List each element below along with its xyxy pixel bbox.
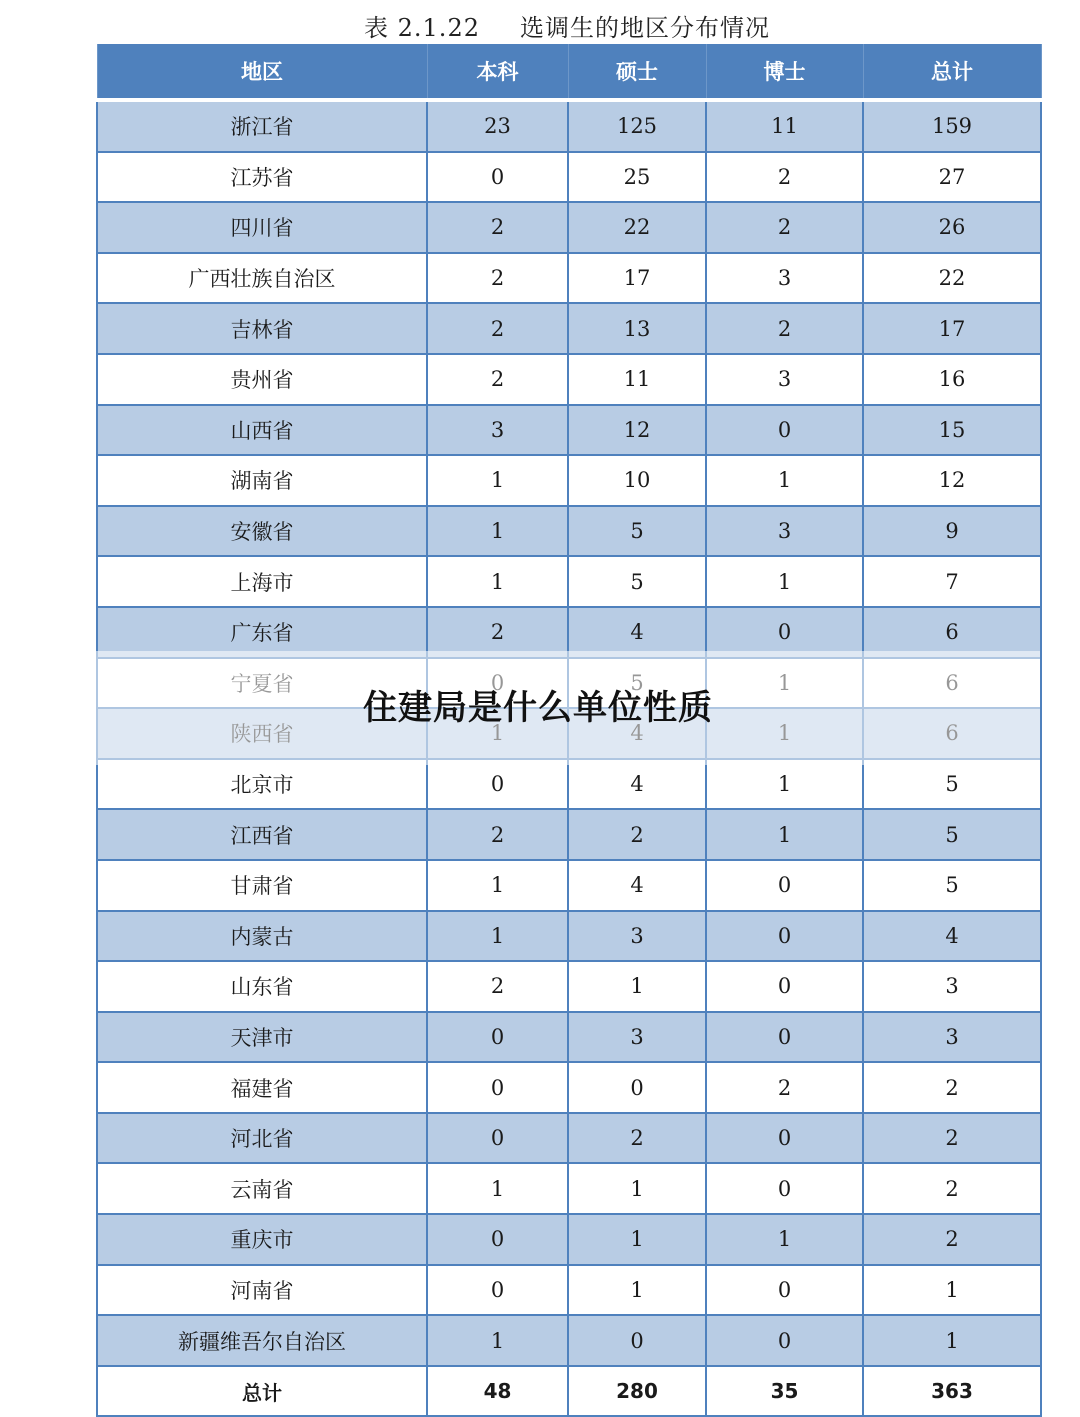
cell-doctor: 3 <box>706 253 863 304</box>
cell-doctor: 0 <box>706 607 863 658</box>
cell-region: 广东省 <box>97 607 427 658</box>
cell-master: 125 <box>568 100 706 152</box>
table-row <box>97 809 1041 860</box>
cell-master: 1 <box>568 1265 706 1316</box>
cell-doctor: 1 <box>706 759 863 810</box>
cell-bachelor: 3 <box>427 405 568 456</box>
cell-bachelor: 1 <box>427 1163 568 1214</box>
cell-master: 3 <box>568 1012 706 1063</box>
table-row <box>97 1012 1041 1063</box>
overlay-title-text: 住建局是什么单位性质 <box>363 688 713 728</box>
cell-region: 重庆市 <box>97 1214 427 1265</box>
cell-bachelor: 1 <box>427 911 568 962</box>
cell-doctor: 0 <box>706 1113 863 1164</box>
cell-total: 9 <box>863 506 1041 557</box>
table-row <box>97 860 1041 911</box>
cell-region: 北京市 <box>97 759 427 810</box>
cell-total: 2 <box>863 1163 1041 1214</box>
cell-region: 新疆维吾尔自治区 <box>97 1315 427 1366</box>
cell-total: 3 <box>863 961 1041 1012</box>
cell-total: 16 <box>863 354 1041 405</box>
table-row <box>97 556 1041 607</box>
cell-doctor: 3 <box>706 506 863 557</box>
cell-bachelor: 2 <box>427 961 568 1012</box>
cell-region: 河北省 <box>97 1113 427 1164</box>
cell-bachelor: 0 <box>427 1113 568 1164</box>
table-row <box>97 1062 1041 1113</box>
cell-total: 27 <box>863 152 1041 203</box>
table-number: 表 2.1.22 <box>364 14 480 42</box>
header-total: 总计 <box>863 44 1041 100</box>
cell-total: 5 <box>863 759 1041 810</box>
cell-region: 内蒙古 <box>97 911 427 962</box>
cell-total: 22 <box>863 253 1041 304</box>
cell-bachelor: 1 <box>427 455 568 506</box>
cell-master: 5 <box>568 506 706 557</box>
cell-doctor: 2 <box>706 152 863 203</box>
cell-bachelor: 2 <box>427 202 568 253</box>
cell-region: 河南省 <box>97 1265 427 1316</box>
cell-region: 甘肃省 <box>97 860 427 911</box>
cell-bachelor: 1 <box>427 860 568 911</box>
cell-region: 江西省 <box>97 809 427 860</box>
cell-region: 山西省 <box>97 405 427 456</box>
cell-total: 17 <box>863 303 1041 354</box>
cell-master: 1 <box>568 961 706 1012</box>
header-master: 硕士 <box>568 44 706 100</box>
table-row <box>97 1163 1041 1214</box>
cell-master: 4 <box>568 607 706 658</box>
cell-bachelor: 0 <box>427 1214 568 1265</box>
cell-bachelor: 0 <box>427 152 568 203</box>
table-row <box>97 1113 1041 1164</box>
cell-master: 0 <box>568 1062 706 1113</box>
cell-master: 2 <box>568 809 706 860</box>
total-cell-bachelor: 48 <box>427 1366 568 1417</box>
cell-doctor: 0 <box>706 1012 863 1063</box>
cell-master: 0 <box>568 1315 706 1366</box>
table-row <box>97 303 1041 354</box>
cell-region: 福建省 <box>97 1062 427 1113</box>
header-bachelor: 本科 <box>427 44 568 100</box>
cell-master: 25 <box>568 152 706 203</box>
cell-region: 四川省 <box>97 202 427 253</box>
cell-region: 贵州省 <box>97 354 427 405</box>
cell-doctor: 0 <box>706 860 863 911</box>
cell-doctor: 2 <box>706 303 863 354</box>
cell-total: 2 <box>863 1062 1041 1113</box>
table-row <box>97 607 1041 658</box>
cell-region: 吉林省 <box>97 303 427 354</box>
cell-total: 1 <box>863 1265 1041 1316</box>
cell-total: 26 <box>863 202 1041 253</box>
cell-region: 云南省 <box>97 1163 427 1214</box>
cell-doctor: 1 <box>706 455 863 506</box>
table-row <box>97 911 1041 962</box>
cell-total: 2 <box>863 1113 1041 1164</box>
cell-doctor: 0 <box>706 1163 863 1214</box>
cell-bachelor: 0 <box>427 1265 568 1316</box>
cell-region: 安徽省 <box>97 506 427 557</box>
cell-doctor: 0 <box>706 911 863 962</box>
cell-bachelor: 2 <box>427 253 568 304</box>
total-cell-region: 总计 <box>97 1366 427 1417</box>
cell-master: 4 <box>568 860 706 911</box>
cell-total: 4 <box>863 911 1041 962</box>
header-doctor: 博士 <box>706 44 863 100</box>
cell-bachelor: 0 <box>427 1062 568 1113</box>
cell-doctor: 0 <box>706 961 863 1012</box>
cell-master: 2 <box>568 1113 706 1164</box>
cell-master: 17 <box>568 253 706 304</box>
cell-doctor: 3 <box>706 354 863 405</box>
cell-total: 5 <box>863 809 1041 860</box>
table-title: 选调生的地区分布情况 <box>519 14 770 42</box>
cell-region: 山东省 <box>97 961 427 1012</box>
cell-total: 3 <box>863 1012 1041 1063</box>
cell-master: 13 <box>568 303 706 354</box>
cell-master: 12 <box>568 405 706 456</box>
table-row <box>97 1265 1041 1316</box>
total-row <box>97 1366 1041 1417</box>
cell-total: 6 <box>863 607 1041 658</box>
cell-master: 5 <box>568 556 706 607</box>
table-row <box>97 759 1041 810</box>
cell-master: 4 <box>568 759 706 810</box>
cell-bachelor: 2 <box>427 303 568 354</box>
cell-doctor: 0 <box>706 405 863 456</box>
cell-bachelor: 2 <box>427 354 568 405</box>
cell-total: 5 <box>863 860 1041 911</box>
header-region: 地区 <box>97 44 427 100</box>
cell-region: 湖南省 <box>97 455 427 506</box>
cell-total: 1 <box>863 1315 1041 1366</box>
table-row <box>97 202 1041 253</box>
cell-doctor: 1 <box>706 809 863 860</box>
cell-region: 上海市 <box>97 556 427 607</box>
table-row <box>97 506 1041 557</box>
cell-bachelor: 23 <box>427 100 568 152</box>
cell-doctor: 1 <box>706 1214 863 1265</box>
cell-region: 广西壮族自治区 <box>97 253 427 304</box>
cell-total: 15 <box>863 405 1041 456</box>
table-row <box>97 455 1041 506</box>
cell-doctor: 2 <box>706 1062 863 1113</box>
table-row <box>97 100 1041 152</box>
cell-bachelor: 1 <box>427 556 568 607</box>
cell-bachelor: 2 <box>427 607 568 658</box>
table-row <box>97 253 1041 304</box>
cell-doctor: 11 <box>706 100 863 152</box>
total-cell-total: 363 <box>863 1366 1041 1417</box>
cell-master: 1 <box>568 1163 706 1214</box>
cell-total: 7 <box>863 556 1041 607</box>
cell-doctor: 2 <box>706 202 863 253</box>
table-row <box>97 961 1041 1012</box>
total-cell-master: 280 <box>568 1366 706 1417</box>
table-row <box>97 1214 1041 1265</box>
cell-master: 10 <box>568 455 706 506</box>
total-cell-doctor: 35 <box>706 1366 863 1417</box>
table-row <box>97 354 1041 405</box>
cell-doctor: 0 <box>706 1315 863 1366</box>
cell-bachelor: 1 <box>427 1315 568 1366</box>
cell-master: 3 <box>568 911 706 962</box>
header-row <box>97 44 1041 100</box>
cell-master: 22 <box>568 202 706 253</box>
cell-total: 159 <box>863 100 1041 152</box>
cell-region: 天津市 <box>97 1012 427 1063</box>
cell-master: 11 <box>568 354 706 405</box>
cell-doctor: 0 <box>706 1265 863 1316</box>
cell-bachelor: 2 <box>427 809 568 860</box>
table-caption <box>0 8 1080 43</box>
cell-region: 江苏省 <box>97 152 427 203</box>
cell-master: 1 <box>568 1214 706 1265</box>
cell-total: 2 <box>863 1214 1041 1265</box>
overlay-title <box>0 680 1080 729</box>
cell-total: 12 <box>863 455 1041 506</box>
cell-bachelor: 1 <box>427 506 568 557</box>
table-row <box>97 1315 1041 1366</box>
cell-region: 浙江省 <box>97 100 427 152</box>
cell-doctor: 1 <box>706 556 863 607</box>
table-row <box>97 405 1041 456</box>
cell-bachelor: 0 <box>427 759 568 810</box>
table-row <box>97 152 1041 203</box>
cell-bachelor: 0 <box>427 1012 568 1063</box>
